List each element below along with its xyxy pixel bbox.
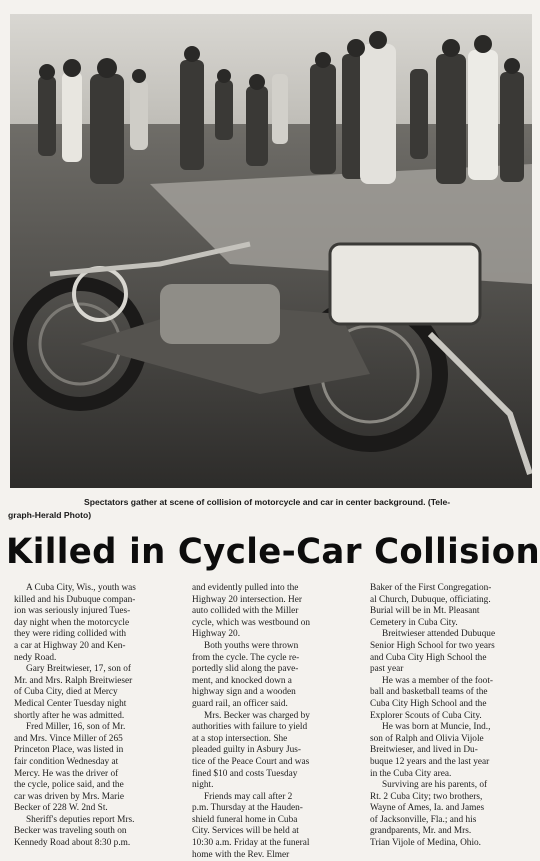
- article-line: tice of the Peace Court and was: [192, 756, 310, 767]
- article-line: Gary Breitwieser, 17, son of: [26, 664, 131, 675]
- article-line: the cycle, police said, and the: [14, 780, 124, 791]
- article-line: grandparents, Mr. and Mrs.: [370, 826, 472, 837]
- caption-line-1: Spectators gather at scene of collision of motorcycle and car in center background. (Tele-: [84, 497, 451, 507]
- article-line: Highway 20 intersection. Her: [192, 594, 302, 605]
- article-line: fined $10 and costs Tuesday: [192, 768, 298, 779]
- article-line: Wayne of Ames, Ia. and James: [370, 803, 485, 814]
- article-line: 10:30 a.m. Friday at the funeral: [192, 838, 310, 849]
- article-line: and evidently pulled into the: [192, 583, 299, 593]
- article-line: Mr. and Mrs. Ralph Breitwieser: [14, 675, 133, 686]
- article-body: [14, 583, 534, 860]
- article-line: Friends may call after 2: [204, 791, 293, 802]
- article-line: guard rail, an officer said.: [192, 698, 288, 709]
- article-line: Explorer Scouts of Cuba City.: [370, 710, 482, 721]
- article-line: shortly after he was admitted.: [14, 710, 125, 721]
- article-line: Cemetery in Cuba City.: [370, 617, 458, 628]
- article-line: shield funeral home in Cuba: [192, 814, 298, 825]
- article-line: auto collided with the Miller: [192, 606, 299, 617]
- article-line: Trian Vijole of Medina, Ohio.: [370, 838, 481, 849]
- article-line: at a stop intersection. She: [192, 733, 288, 744]
- article-line: Kennedy Road about 8:30 p.m.: [14, 838, 131, 849]
- article-line: Rt. 2 Cuba City; two brothers,: [370, 791, 483, 802]
- article-line: Breitwieser attended Dubuque: [382, 629, 496, 640]
- article-column-2: [192, 583, 352, 861]
- article-line: ion was seriously injured Tues-: [14, 606, 131, 617]
- photo-caption: [8, 496, 530, 522]
- article-line: A Cuba City, Wis., youth was: [26, 583, 136, 593]
- article-line: they were riding collided with: [14, 629, 127, 640]
- article-line: Becker of 228 W. 2nd St.: [14, 803, 108, 814]
- article-line: past year: [370, 664, 404, 675]
- article-line: Mrs. Becker was charged by: [204, 710, 310, 721]
- news-photo: [10, 14, 532, 488]
- article-line: He was a member of the foot-: [382, 675, 494, 686]
- article-line: Both youths were thrown: [204, 640, 299, 651]
- article-line: He was born at Muncie, Ind.,: [382, 722, 491, 733]
- article-line: Becker was traveling south on: [14, 826, 127, 837]
- article-column-3: [370, 583, 530, 850]
- article-line: Medical Center Tuesday night: [14, 698, 127, 709]
- article-line: City. Services will be held at: [192, 826, 299, 837]
- article-line: killed and his Dubuque compan-: [14, 594, 136, 605]
- article-line: Senior High School for two years: [370, 640, 495, 651]
- article-line: Fred Miller, 16, son of Mr.: [26, 722, 126, 733]
- article-line: Princeton Place, was listed in: [14, 745, 124, 756]
- article-line: pleaded guilty in Asbury Jus-: [192, 745, 301, 756]
- article-line: day night when the motorcycle: [14, 617, 130, 628]
- article-line: Surviving are his parents, of: [382, 780, 488, 791]
- motorcycle-crash-scene-image: [10, 14, 532, 488]
- article-line: Mercy. He was the driver of: [14, 768, 119, 779]
- article-line: Baker of the First Congregation-: [370, 583, 492, 593]
- article-line: son of Ralph and Olivia Vijole: [370, 733, 484, 744]
- article-line: of Jacksonville, Fla.; and his: [370, 814, 477, 825]
- article-line: buque 12 years and the last year: [370, 756, 490, 767]
- article-line: fair condition Wednesday at: [14, 756, 119, 767]
- article-line: cycle, which was westbound on: [192, 617, 310, 628]
- article-line: ball and basketball teams of the: [370, 687, 488, 698]
- article-line: ment, and knocked down a: [192, 675, 292, 686]
- article-line: nedy Road.: [14, 652, 57, 663]
- article-line: night.: [192, 780, 214, 791]
- article-line: highway sign and a wooden: [192, 687, 296, 698]
- article-line: home with the Rev. Elmer: [192, 849, 290, 860]
- article-line: portedly slid along the pave-: [192, 664, 299, 675]
- article-line: from the cycle. The cycle re-: [192, 652, 300, 663]
- article-line: and Cuba City High School the: [370, 652, 487, 663]
- article-line: in the Cuba City area.: [370, 768, 452, 779]
- article-line: a car at Highway 20 and Ken-: [14, 640, 126, 651]
- article-line: authorities with failure to yield: [192, 722, 308, 733]
- caption-line-2: graph-Herald Photo): [8, 510, 92, 520]
- article-column-1: [14, 583, 174, 850]
- article-line: Burial will be in Mt. Pleasant: [370, 606, 480, 617]
- article-line: car was driven by Mrs. Marie: [14, 791, 124, 802]
- article-line: p.m. Thursday at the Hauden-: [192, 803, 303, 814]
- article-headline: Killed in Cycle-Car Collision: [6, 532, 540, 572]
- article-line: Sheriff's deputies report Mrs.: [26, 814, 135, 825]
- article-line: Highway 20.: [192, 629, 241, 640]
- article-line: al Church, Dubuque, officiating.: [370, 594, 491, 605]
- article-line: and Mrs. Vince Miller of 265: [14, 733, 123, 744]
- article-line: Cuba City High School and the: [370, 698, 487, 709]
- article-line: of Cuba City, died at Mercy: [14, 687, 118, 698]
- article-line: Breitwieser, and lived in Du-: [370, 745, 478, 756]
